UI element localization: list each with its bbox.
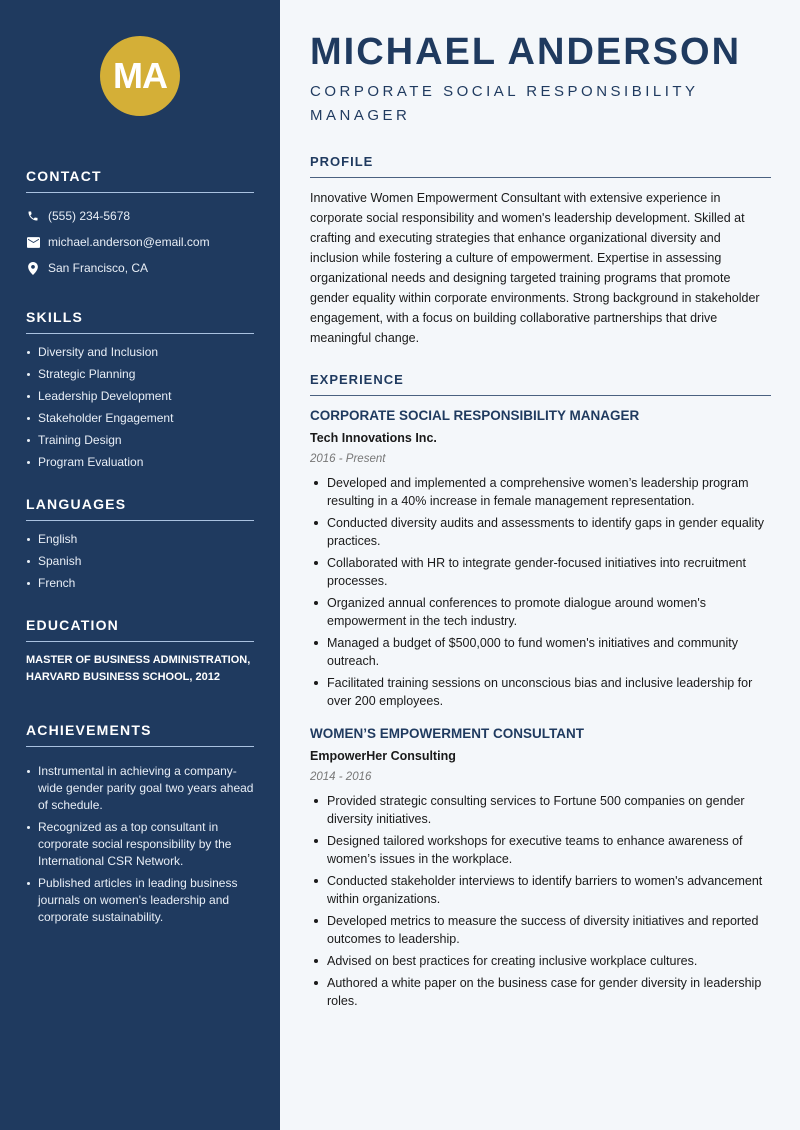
job-bullet: Conducted stakeholder interviews to identify barriers to women's advancement within organizations. (310, 872, 771, 908)
email-text[interactable]: michael.anderson@email.com (48, 235, 210, 249)
phone-text[interactable]: (555) 234-5678 (48, 209, 131, 223)
job-entry (310, 406, 771, 710)
location-text: San Francisco, CA (48, 261, 149, 275)
job-bullet: Facilitated training sessions on unconscious bias and inclusive leadership for over 200 employees. (310, 674, 771, 710)
job-bullet: Authored a white paper on the business case for gender diversity in leadership roles. (310, 974, 771, 1010)
languages-section (26, 496, 254, 591)
languages-heading: LANGUAGES (26, 496, 254, 521)
avatar: MA (100, 36, 180, 116)
profile-heading: PROFILE (310, 154, 771, 178)
experience-section (310, 372, 771, 1010)
skill-item: Program Evaluation (26, 454, 254, 470)
job-bullets (310, 792, 771, 1010)
company-name: Tech Innovations Inc. (310, 431, 437, 445)
education-entry: MASTER OF BUSINESS ADMINISTRATION, HARVARD BUSINESS SCHOOL, 2012 (26, 654, 251, 683)
job-bullet: Conducted diversity audits and assessments to identify gaps in gender equality practices. (310, 514, 771, 550)
job-bullets (310, 474, 771, 710)
candidate-title: CORPORATE SOCIAL RESPONSIBILITY MANAGER (310, 83, 699, 124)
profile-text: Innovative Women Empowerment Consultant with extensive experience in corporate social responsibility and women's leadership development. Skilled at crafting and executing strategies that enhance organizational diversity and inclusion while fostering a culture of empowerment. Expertise in assessing organizational needs and designing targeted training programs that promote gender equality within corporate environments. Strong background in stakeholder engagement, with a focus on building collaborative partnerships that drive meaningful change. (310, 191, 760, 345)
job-bullet: Developed and implemented a comprehensive women’s leadership program resulting in a 40% increase in female management representation. (310, 474, 771, 510)
language-item: English (26, 531, 254, 547)
language-item: French (26, 575, 254, 591)
profile-section (310, 154, 771, 348)
job-bullet: Designed tailored workshops for executive teams to enhance awareness of women’s issues in the workplace. (310, 832, 771, 868)
achievements-heading: ACHIEVEMENTS (26, 722, 254, 747)
skills-heading: SKILLS (26, 309, 254, 334)
main-content (280, 0, 800, 1130)
phone-icon (26, 209, 40, 223)
contact-heading: CONTACT (26, 168, 254, 193)
languages-list (26, 531, 254, 591)
company-name: EmpowerHer Consulting (310, 749, 456, 763)
achievements-section (26, 722, 254, 926)
job-bullet: Provided strategic consulting services to Fortune 500 companies on gender diversity initiatives. (310, 792, 771, 828)
location-pin-icon (26, 261, 40, 275)
job-bullet: Collaborated with HR to integrate gender-focused initiatives into recruitment processes. (310, 554, 771, 590)
skill-item: Stakeholder Engagement (26, 410, 254, 426)
job-entry (310, 724, 771, 1010)
achievement-item: Instrumental in achieving a company-wide gender parity goal two years ahead of schedule. (26, 763, 254, 814)
job-bullet: Developed metrics to measure the success of diversity initiatives and reported outcomes to leadership. (310, 912, 771, 948)
achievement-item: Recognized as a top consultant in corporate social responsibility by the International CSR Network. (26, 819, 254, 870)
skills-section (26, 309, 254, 470)
achievements-list (26, 763, 254, 926)
job-bullet: Managed a budget of $500,000 to fund women's initiatives and community outreach. (310, 634, 771, 670)
sidebar (0, 0, 280, 1130)
achievement-item: Published articles in leading business journals on women's leadership and corporate sustainability. (26, 875, 254, 926)
contact-phone (26, 203, 254, 229)
skill-item: Diversity and Inclusion (26, 344, 254, 360)
education-section (26, 617, 254, 686)
candidate-name: MICHAEL ANDERSON (310, 31, 742, 73)
contact-section (26, 168, 254, 281)
job-title: WOMEN’S EMPOWERMENT CONSULTANT (310, 726, 584, 741)
skill-item: Training Design (26, 432, 254, 448)
skill-item: Strategic Planning (26, 366, 254, 382)
experience-heading: EXPERIENCE (310, 372, 771, 396)
language-item: Spanish (26, 553, 254, 569)
job-bullet: Organized annual conferences to promote dialogue around women's empowerment in the tech industry. (310, 594, 771, 630)
contact-email (26, 229, 254, 255)
skills-list (26, 344, 254, 470)
job-bullet: Advised on best practices for creating inclusive workplace cultures. (310, 952, 771, 970)
job-dates: 2014 - 2016 (310, 771, 372, 783)
job-dates: 2016 - Present (310, 453, 386, 465)
email-icon (26, 235, 40, 249)
education-heading: EDUCATION (26, 617, 254, 642)
contact-location (26, 255, 254, 281)
skill-item: Leadership Development (26, 388, 254, 404)
job-title: CORPORATE SOCIAL RESPONSIBILITY MANAGER (310, 408, 640, 423)
